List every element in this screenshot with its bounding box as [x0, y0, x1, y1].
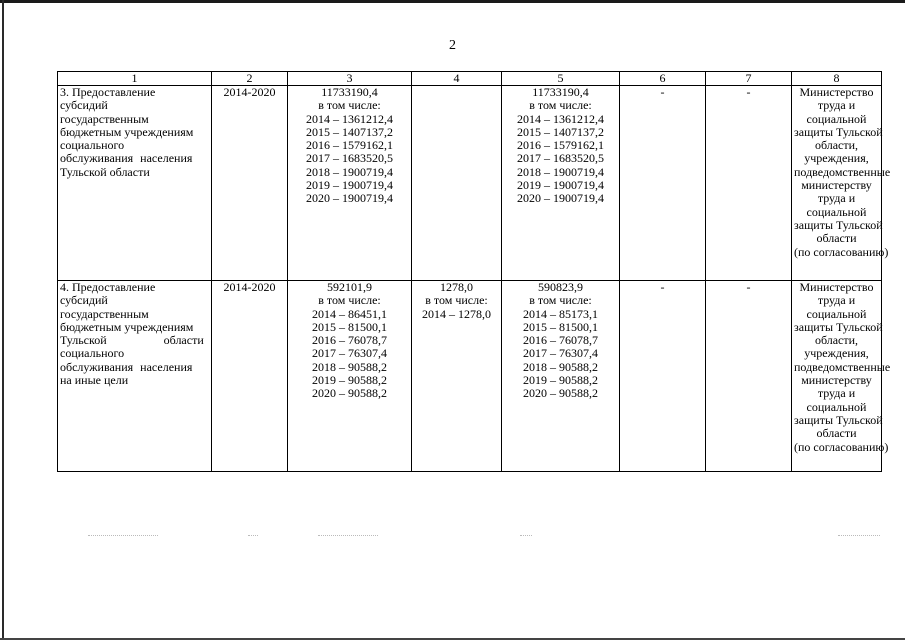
page-number: 2: [449, 38, 456, 53]
funding-line: 2017 – 76307,4: [312, 346, 387, 361]
funding-line: 2018 – 90588,2: [312, 359, 387, 374]
funding-line: в том числе:: [318, 98, 381, 113]
executor-line: защиты Тульской: [794, 124, 883, 139]
column-header: 7: [706, 72, 792, 86]
funding-line: 2018 – 1900719,4: [306, 164, 393, 179]
funding-line: 2014 – 1361212,4: [517, 111, 604, 126]
federal-funding-cell: [412, 86, 502, 281]
description-line: субсидий: [60, 98, 108, 113]
period-cell: 2014-2020: [212, 281, 288, 472]
description-line: Тульской области: [60, 164, 150, 179]
executor-line: труда и: [817, 98, 856, 113]
funding-line: 2014 – 1361212,4: [306, 111, 393, 126]
executor-line: области,: [814, 138, 859, 153]
federal-funding-cell: [412, 281, 502, 472]
total-funding-cell: [288, 86, 412, 281]
program-table: [57, 71, 891, 472]
measure-description-cell: [58, 86, 212, 281]
executor-line: подведомственные: [794, 164, 891, 179]
executor-line: социальной: [806, 399, 867, 414]
funding-line: 1278,0: [440, 280, 473, 294]
funding-line: 2015 – 1407137,2: [517, 124, 604, 139]
dash-cell: -: [706, 281, 792, 472]
responsible-executor-cell: [792, 280, 891, 472]
scan-artifact: [520, 535, 532, 537]
period-cell: 2014-2020: [212, 86, 288, 281]
measure-description-cell: [58, 281, 212, 472]
description-line: Тульской области: [60, 333, 204, 348]
funding-line: в том числе:: [529, 98, 592, 113]
description-line: 3. Предоставление: [60, 85, 156, 99]
column-header: 5: [502, 72, 620, 86]
executor-line: труда и: [817, 293, 856, 308]
scan-artifact: [88, 535, 158, 537]
column-header: 6: [620, 72, 706, 86]
funding-line: 2014 – 86451,1: [312, 306, 387, 321]
funding-line: 2019 – 90588,2: [312, 373, 387, 388]
description-line: 4. Предоставление: [60, 280, 156, 294]
dash-cell: -: [620, 281, 706, 472]
regional-funding-cell: [502, 281, 620, 472]
funding-line: 2019 – 1900719,4: [306, 178, 393, 193]
funding-line: 2014 – 1278,0: [422, 306, 491, 321]
dash-cell: -: [620, 86, 706, 281]
description-line: субсидий: [60, 293, 108, 308]
funding-line: 2015 – 81500,1: [312, 319, 387, 334]
description-line: бюджетным учреждениям: [60, 124, 194, 139]
table-row: [58, 86, 882, 281]
executor-line: социальной: [806, 111, 867, 126]
funding-line: 2020 – 90588,2: [312, 386, 387, 401]
executor-line: подведомственные: [794, 359, 891, 374]
column-header: 4: [412, 72, 502, 86]
executor-line: защиты Тульской: [794, 319, 883, 334]
column-header: 2: [212, 72, 288, 86]
executor-line: защиты Тульской: [794, 217, 883, 232]
funding-line: 2015 – 1407137,2: [306, 124, 393, 139]
description-line: обслуживания населения: [60, 359, 193, 374]
funding-line: 2020 – 1900719,4: [306, 191, 393, 206]
funding-line: 2018 – 90588,2: [523, 359, 598, 374]
funding-line: 2016 – 76078,7: [523, 333, 598, 348]
executor-line: Министерство: [799, 280, 874, 294]
funding-line: 11733190,4: [532, 85, 589, 99]
funding-line: 2016 – 1579162,1: [306, 138, 393, 153]
funding-line: в том числе:: [425, 293, 488, 308]
funding-line: 2016 – 76078,7: [312, 333, 387, 348]
funding-line: 2020 – 1900719,4: [517, 191, 604, 206]
scan-top-border: [0, 0, 905, 3]
executor-line: Министерство: [799, 85, 874, 99]
description-line: социального: [60, 346, 125, 361]
column-header: 3: [288, 72, 412, 86]
funding-line: в том числе:: [318, 293, 381, 308]
executor-line: области: [816, 426, 857, 441]
funding-line: 2017 – 1683520,5: [306, 151, 393, 166]
description-line: государственным: [60, 306, 149, 321]
funding-line: 2020 – 90588,2: [523, 386, 598, 401]
funding-line: 590823,9: [538, 280, 583, 294]
executor-line: социальной: [806, 306, 867, 321]
description-line: государственным: [60, 111, 149, 126]
funding-line: 2016 – 1579162,1: [517, 138, 604, 153]
column-header: 1: [58, 72, 212, 86]
executor-line: учреждения,: [804, 346, 869, 361]
funding-line: 592101,9: [327, 280, 372, 294]
funding-line: 11733190,4: [321, 85, 378, 99]
scan-artifact: [318, 535, 378, 537]
column-header: 8: [792, 72, 882, 86]
funding-line: 2015 – 81500,1: [523, 319, 598, 334]
executor-line: (по согласованию): [794, 244, 889, 259]
executor-line: министерству: [801, 178, 872, 193]
executor-line: труда и: [817, 191, 856, 206]
table-row: [58, 281, 882, 472]
description-line: бюджетным учреждениям: [60, 319, 194, 334]
executor-line: (по согласованию): [794, 439, 889, 454]
funding-line: 2017 – 76307,4: [523, 346, 598, 361]
dash-cell: -: [706, 86, 792, 281]
description-line: социального: [60, 138, 125, 153]
scan-left-border: [2, 0, 4, 640]
executor-line: министерству: [801, 373, 872, 388]
funding-line: 2017 – 1683520,5: [517, 151, 604, 166]
executor-line: труда и: [817, 386, 856, 401]
scan-artifact: [248, 535, 258, 537]
column-number-row: [58, 72, 882, 86]
description-line: на иные цели: [60, 373, 129, 388]
description-line: обслуживания населения: [60, 151, 193, 166]
executor-line: социальной: [806, 204, 867, 219]
funding-line: 2018 – 1900719,4: [517, 164, 604, 179]
responsible-executor-cell: [792, 85, 891, 281]
funding-line: 2019 – 90588,2: [523, 373, 598, 388]
executor-line: области: [816, 231, 857, 246]
funding-line: в том числе:: [529, 293, 592, 308]
total-funding-cell: [288, 281, 412, 472]
executor-line: защиты Тульской: [794, 412, 883, 427]
executor-line: области,: [814, 333, 859, 348]
funding-line: 2014 – 85173,1: [523, 306, 598, 321]
funding-line: 2019 – 1900719,4: [517, 178, 604, 193]
executor-line: учреждения,: [804, 151, 869, 166]
scan-artifact: [838, 535, 880, 537]
regional-funding-cell: [502, 86, 620, 281]
